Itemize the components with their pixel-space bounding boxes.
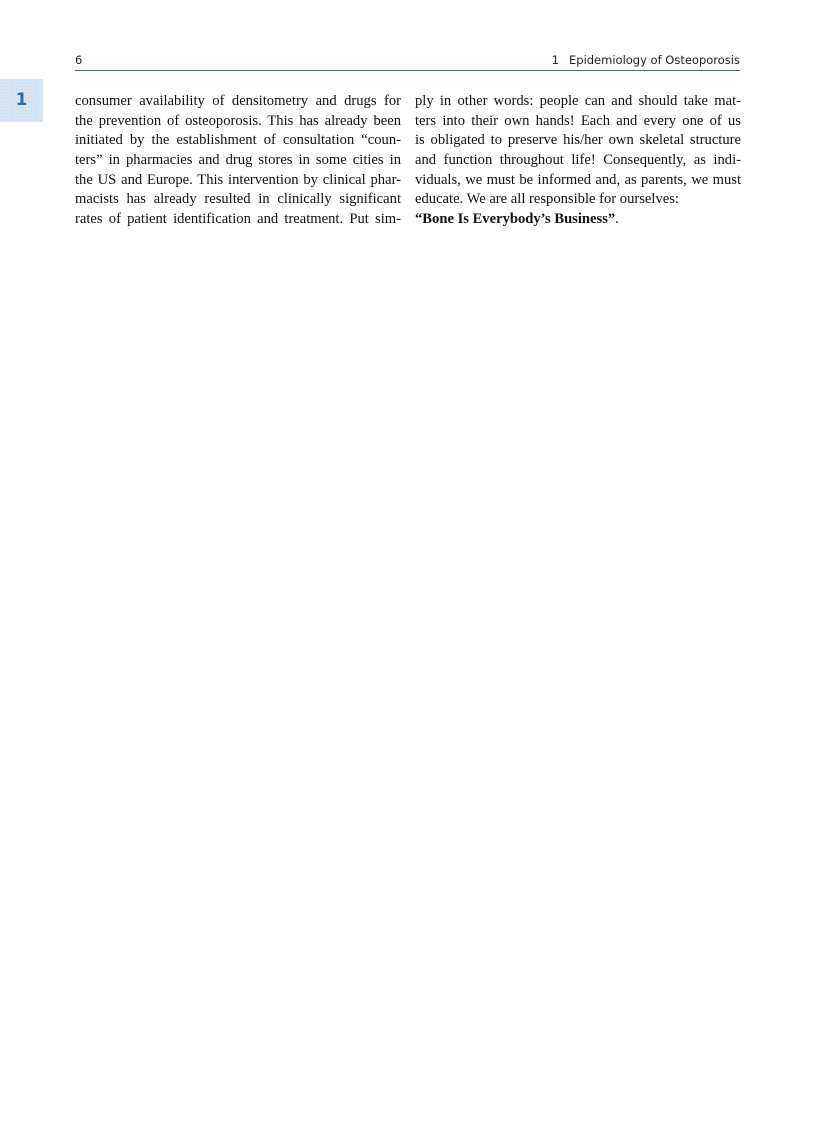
text-line: the US and Europe. This intervention by clinical phar- [75,171,401,188]
header-rule [75,70,740,71]
running-header [75,51,740,71]
text-line: initiated by the establishment of consultation “coun- [75,132,401,149]
text-line: ply in other words: people can and should take mat- [415,93,741,109]
text-line: educate. We are all responsible for ourselves: [415,191,679,208]
chapter-tab [0,79,43,122]
text-line: rates of patient identification and treatment. Put sim- [75,211,401,228]
closing-bold-text: “Bone Is Everybody’s Business” [415,211,616,228]
text-line: ters into their own hands! Each and every one of us [415,112,741,129]
chapter-number: 1 [551,53,559,67]
text-line: macists has already resulted in clinically significant [75,191,401,208]
text-line: consumer availability of densitometry and drugs for [75,93,401,109]
closing-punctuation: . [615,211,619,228]
right-column [415,92,741,230]
chapter-title: Epidemiology of Osteoporosis [569,53,740,67]
text-line: and function throughout life! Consequently, as indi- [415,152,741,169]
text-line: the prevention of osteoporosis. This has already been [75,112,401,129]
closing-statement [415,210,741,230]
text-line: ters” in pharmacies and drug stores in some cities in [75,152,401,169]
left-column [75,92,401,230]
chapter-tab-label: 1 [15,90,28,110]
text-line: viduals, we must be informed and, as parents, we must [415,171,741,188]
running-head [552,53,740,67]
text-line: is obligated to preserve his/her own skeletal structure [415,132,741,149]
page-number: 6 [75,53,83,67]
